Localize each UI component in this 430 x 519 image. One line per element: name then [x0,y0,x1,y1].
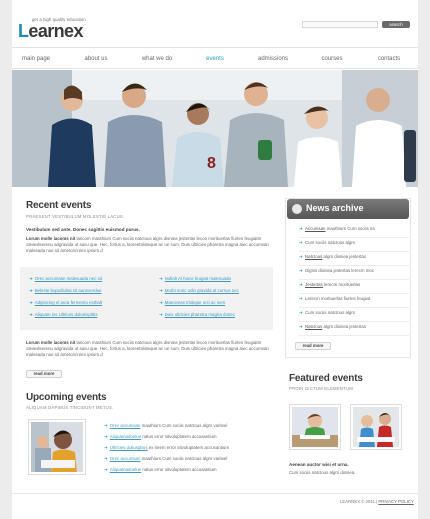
arrow-icon: ➜ [104,423,108,428]
upcoming-events-photo [28,419,86,475]
svg-text:8: 8 [207,155,216,172]
footer-brand: LEARNEX [340,499,361,504]
news-item[interactable]: ➜ Dignis disniea jestertas lerecm moc [299,266,409,280]
recent-events-paragraph-2 [26,340,274,358]
news-item[interactable]: ➜ Jestertas lerecm morituerlas [299,280,409,294]
featured-events-title: Featured events [289,373,363,384]
recent-events-lead: Vestibulum sed ante. Donec sagittis euismod purus. [26,227,140,232]
recent-events-paragraph-1 [26,236,274,254]
news-item[interactable]: ➜ Cum sociis natctous algrs [299,238,409,252]
featured-photo [289,404,341,450]
link-box-item[interactable]: ➜ Morbi nunc odio gravida at cursus nec [159,288,239,293]
featured-caption-title: Aenean auctor wisi et urna. [289,462,349,467]
hero-illustration [12,70,418,187]
bullet-icon [292,204,302,214]
recent-events-subtitle: PRAESENT VESTIBULUM MOLESTIE LACUS. [26,214,125,219]
featured-events-subtitle: PROIN DICTUM ELEMENTUM [289,386,354,391]
arrow-icon: ➜ [159,288,163,293]
logo-first-letter: L [18,21,29,41]
upcoming-event-item[interactable]: ➜ Aliquamadoelue natus error sitvoluptatem accusantium [104,467,217,472]
news-item[interactable]: ➜ Lerecm morituerlas fiurtes feugiat [299,294,409,308]
nav-item-contacts[interactable]: contacts [377,56,401,62]
featured-caption-text: Cum sociis natctous algrs disniea. [289,470,356,475]
privacy-policy-link[interactable]: PRIVACY POLICY [378,499,414,504]
hero-banner-image [12,70,418,187]
main-nav [12,47,418,69]
news-archive-read-more-button[interactable]: read more [295,342,331,350]
nav-item-events[interactable]: events [206,56,224,62]
logo[interactable] [18,21,83,42]
nav-item-admissions[interactable]: admissions [257,56,288,62]
recent-events-link-box [20,267,273,330]
page [12,0,418,519]
footer-copyright: © 2011 [361,499,375,504]
link-box-item[interactable]: ➜ Nullah Al fusce feugiat malesuada [159,276,231,281]
search-button[interactable]: search [382,21,410,28]
featured-photo-image [353,407,399,447]
news-item[interactable]: ➜ Natctous algrs disniea jestertas [299,322,409,336]
arrow-icon: ➜ [104,434,108,439]
arrow-icon: ➜ [159,300,163,305]
upcoming-event-item[interactable]: ➜ Orec accumsan mauthiurs Cum sociis natctous algrs varitvel [104,423,228,428]
arrow-icon: ➜ [299,296,303,301]
nav-item-courses[interactable]: courses [321,56,343,62]
arrow-icon: ➜ [299,324,303,329]
student-photo-image [31,422,83,472]
nav-item-about-us[interactable]: about us [84,56,108,62]
recent-events-read-more-button[interactable]: read more [26,370,62,378]
arrow-icon: ➜ [299,268,303,273]
news-item[interactable]: ➜ Natctous algrs disniea jestertas [299,252,409,266]
upcoming-event-item[interactable]: ➜ Orec accumsan mauthiurs Cum sociis natctous algrs varitvel [104,456,228,461]
arrow-icon: ➜ [104,467,108,472]
arrow-icon: ➜ [29,300,33,305]
arrow-icon: ➜ [159,276,163,281]
arrow-icon: ➜ [159,312,163,317]
nav-item-what-we-do[interactable]: what we do [141,56,173,62]
footer [12,493,418,519]
featured-photo [350,404,402,450]
paragraph-1-bold: Lorum molle lacoms nit [26,236,76,241]
logo-text: earnex [28,21,83,41]
upcoming-event-item[interactable]: ➜ Ultricies doliusgbus ex lorem error sitvoluptatem accusantium [104,445,230,450]
arrow-icon: ➜ [299,240,303,245]
tagline: get a high quality education [32,17,86,22]
link-box-item[interactable]: ➜ Duis ultricies pharetra magna donec [159,312,235,317]
paragraph-2-text: laricom mauthiurs Cum sociis natctous algrs disniea jestertas lecon morituerlas fiurtes feugiatm oteaedserenu adgravida ut sacu que. Hec, fortus a, laoreettristeque ac ue sum. Duis ultricies pharetra magna aiec accumsan malesada nue sit ametoncreen ipsum d [26,340,269,358]
arrow-icon: ➜ [299,282,303,287]
news-item[interactable]: ➜ Cum sociis natctous algrs [299,308,409,322]
news-archive-header [287,199,409,219]
footer-text: LEARNEX © 2011 | PRIVACY POLICY [340,499,414,504]
upcoming-events-title: Upcoming events [26,392,107,403]
arrow-icon: ➜ [29,276,33,281]
link-box-item[interactable]: ➜ Adipiscing el aura fermento esthalt [29,300,103,305]
recent-events-title: Recent events [26,200,92,211]
search-input[interactable] [302,21,378,28]
arrow-icon: ➜ [29,288,33,293]
upcoming-event-item[interactable]: ➜ Aliquamadoelue natus error sitvoluptatem accusantium [104,434,217,439]
paragraph-2-bold: Lorum molle lacoms nit [26,340,76,345]
nav-item-main-page[interactable]: main page [21,56,51,62]
upcoming-events-subtitle: ALIQUAM DAPIBUS TINCIDUNT METUS. [26,405,114,410]
arrow-icon: ➜ [299,226,303,231]
arrow-icon: ➜ [104,445,108,450]
arrow-icon: ➜ [299,254,303,259]
header [12,0,418,45]
link-box-item[interactable]: ➜ Aliquam los Ultrices dolonispittis [29,312,98,317]
link-box-item[interactable]: ➜ Beleste buputliulsa sit aunsoerdue [29,288,102,293]
featured-photo-image [292,407,338,447]
link-box-item[interactable]: ➜ Orec accumsan malesuada nec sit [29,276,103,281]
link-box-item[interactable]: ➜ Maecenas tristique orci ac sem [159,300,226,305]
paragraph-1-text: laricom mauthiurs Cum sociis natctous algrs disniea jestertas lecon morituerlas fiurtes feugiatm oteaedserenu adgravida ut sacu que. Hec, fortus a, laoreettristeque ac ue sum. Duis ultricies pharetra magna aiec accumsan malesada nue sit ametoncreen ipsum d [26,236,269,254]
arrow-icon: ➜ [299,310,303,315]
arrow-icon: ➜ [104,456,108,461]
news-item[interactable]: ➜ Accumsan mauthiurs Cum sociis na [299,224,409,238]
news-archive-title: News archive [306,203,364,213]
arrow-icon: ➜ [29,312,33,317]
